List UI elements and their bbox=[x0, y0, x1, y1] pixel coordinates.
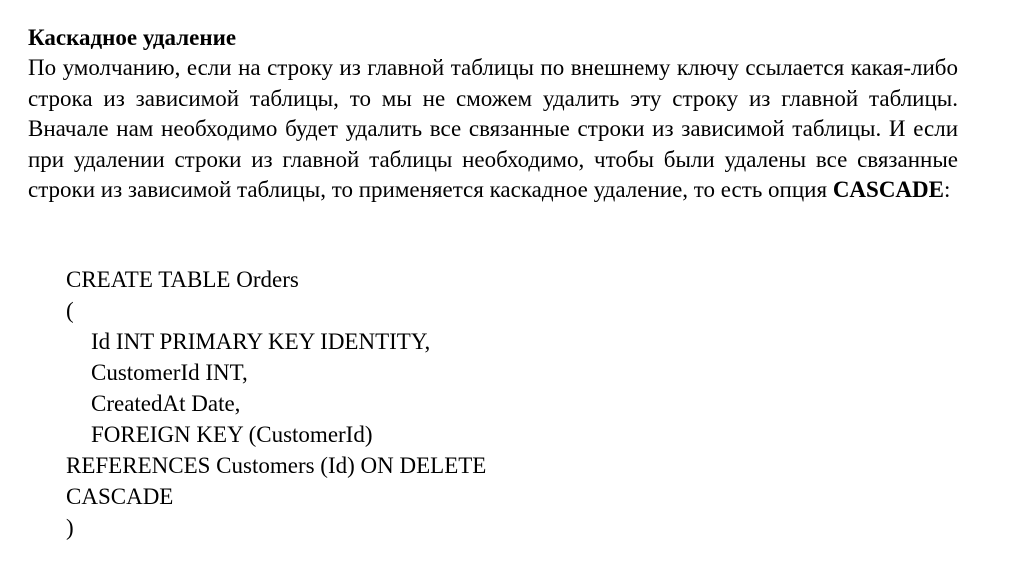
cascade-keyword: CASCADE bbox=[832, 177, 944, 203]
code-line: ) bbox=[66, 515, 74, 540]
paragraph-text: По умолчанию, если на строку из главной таблицы по внешнему ключу ссылается какая-либо строка из зависимой таблицы, то мы не сможем удалить эту строку из главной таблицы. Вначале нам необходимо будет удалить все связанные строки из зависимой таблицы. И если при удалении строки из главной таблицы необходимо, чтобы были удалены все связанные строки из зависимой таблицы, то применяется каскадное удаление, то есть опция bbox=[28, 55, 958, 203]
section-heading: Каскадное удаление bbox=[28, 25, 237, 50]
code-line: CASCADE bbox=[66, 484, 174, 509]
body-paragraph bbox=[28, 53, 958, 206]
code-line: CreatedAt Date, bbox=[91, 391, 241, 416]
code-line: Id INT PRIMARY KEY IDENTITY, bbox=[91, 329, 431, 354]
code-line: REFERENCES Customers (Id) ON DELETE bbox=[66, 453, 487, 478]
paragraph-colon: : bbox=[944, 177, 951, 203]
document-page bbox=[28, 22, 958, 206]
code-line: FOREIGN KEY (CustomerId) bbox=[91, 422, 373, 447]
code-line: CustomerId INT, bbox=[91, 360, 248, 385]
code-line: CREATE TABLE Orders bbox=[66, 267, 299, 292]
sql-code-block bbox=[66, 264, 486, 543]
code-line: ( bbox=[66, 298, 74, 323]
